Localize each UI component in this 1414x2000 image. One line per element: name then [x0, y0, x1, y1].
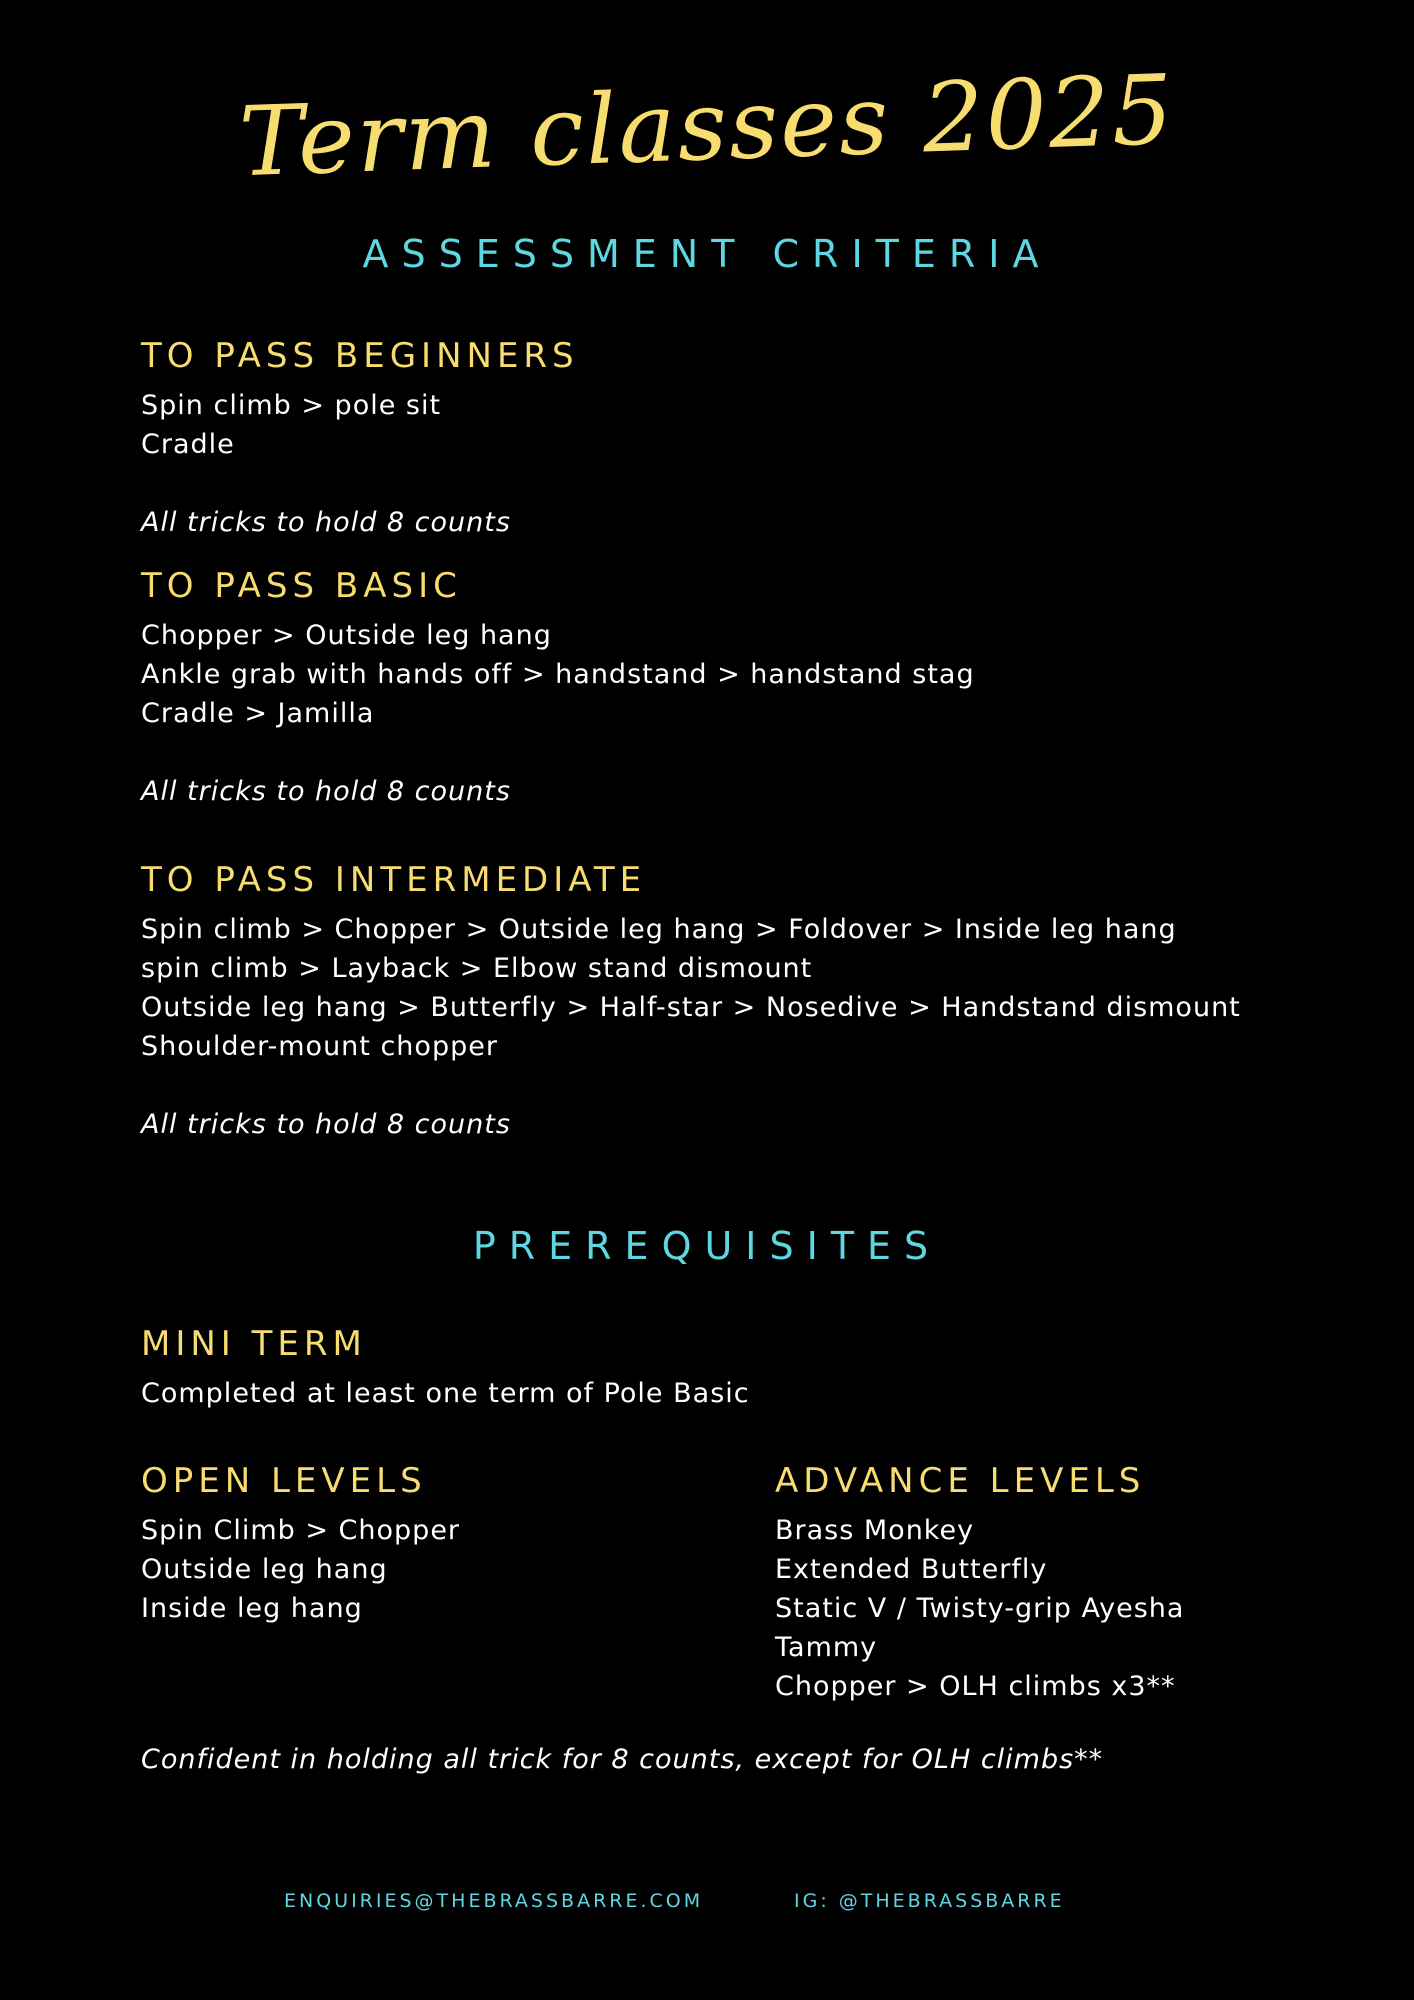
mini-term-section [141, 1322, 750, 1413]
open-levels-line: Spin Climb > Chopper [141, 1515, 461, 1546]
advance-levels-line: Extended Butterfly [775, 1554, 1048, 1585]
mini-term-heading: MINI TERM [141, 1324, 367, 1364]
basic-section [141, 564, 975, 811]
basic-heading: TO PASS BASIC [141, 566, 462, 606]
open-levels-section [141, 1459, 460, 1628]
basic-line: Chopper > Outside leg hang [141, 620, 552, 651]
intermediate-line: Outside leg hang > Butterfly > Half-star > Nosedive > Handstand dismount [141, 992, 1241, 1023]
beginners-section [141, 334, 579, 542]
open-levels-heading: OPEN LEVELS [141, 1461, 427, 1501]
mini-term-line: Completed at least one term of Pole Basic [141, 1378, 750, 1409]
beginners-line: Cradle [141, 429, 235, 460]
page-title: Term classes 2025 [237, 53, 1177, 199]
intermediate-note: All tricks to hold 8 counts [141, 1109, 511, 1140]
advance-levels-section [775, 1459, 1184, 1706]
advance-levels-heading: ADVANCE LEVELS [775, 1461, 1146, 1501]
intermediate-line: Spin climb > Chopper > Outside leg hang > Foldover > Inside leg hang [141, 914, 1177, 945]
open-levels-line: Inside leg hang [141, 1593, 363, 1624]
advance-levels-line: Tammy [775, 1632, 878, 1663]
basic-line: Ankle grab with hands off > handstand > handstand stag [141, 659, 975, 690]
beginners-line: Spin climb > pole sit [141, 390, 442, 421]
beginners-note: All tricks to hold 8 counts [141, 507, 511, 538]
assessment-criteria-title: ASSESSMENT CRITERIA [362, 232, 1052, 276]
beginners-heading: TO PASS BEGINNERS [141, 336, 579, 376]
open-levels-line: Outside leg hang [141, 1554, 388, 1585]
intermediate-heading: TO PASS INTERMEDIATE [141, 860, 647, 900]
prerequisites-note-block [141, 1740, 1103, 1779]
advance-levels-line: Chopper > OLH climbs x3** [775, 1671, 1176, 1702]
footer-email[interactable]: ENQUIRIES@THEBRASSBARRE.COM [284, 1890, 704, 1912]
intermediate-line: Shoulder-mount chopper [141, 1031, 498, 1062]
intermediate-section [141, 858, 1241, 1144]
prerequisites-note: Confident in holding all trick for 8 counts, except for OLH climbs** [141, 1744, 1104, 1775]
intermediate-line: spin climb > Layback > Elbow stand dismount [141, 953, 813, 984]
basic-line: Cradle > Jamilla [141, 698, 375, 729]
footer-instagram[interactable]: IG: @THEBRASSBARRE [794, 1890, 1065, 1912]
basic-note: All tricks to hold 8 counts [141, 776, 511, 807]
advance-levels-line: Static V / Twisty-grip Ayesha [775, 1593, 1185, 1624]
advance-levels-line: Brass Monkey [775, 1515, 975, 1546]
prerequisites-title: PREREQUISITES [472, 1224, 942, 1268]
